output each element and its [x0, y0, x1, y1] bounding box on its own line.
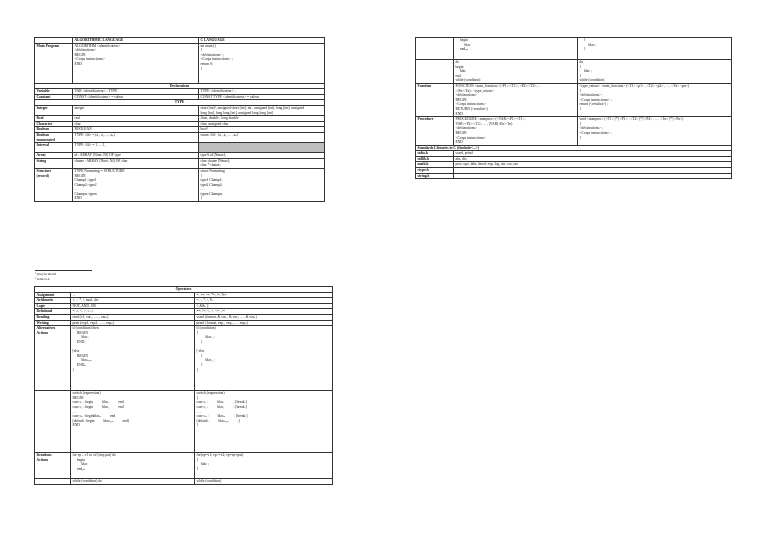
- struct-algo: TYPE Nomstring = STRUCTURE BEGIN Champ1: type1 Champ2: type2 . . . Champn: typen END: [73, 168, 199, 201]
- col-header-c: C LANGUAGE: [199, 38, 325, 44]
- row-label-interval: Interval: [35, 143, 73, 153]
- row-label-reading: Reading: [35, 314, 71, 320]
- boolean-c: bool²: [199, 127, 325, 133]
- while-label: [35, 479, 71, 485]
- row-label-relational: Relational: [35, 309, 71, 315]
- rel-c: ==, !=, <, >, <=, >=: [195, 309, 333, 315]
- variable-c: TYPE <identificateur> ;: [199, 89, 325, 95]
- constant-c: CONST TYPE <identificateur> = valeur: [199, 94, 325, 100]
- switch-algo: switch (expression) BEGIN case c₁ : begin blac₁ end case c₂ : begin blac₂ end . . . case cₙ : beginblacₙ end [default : begin blacₙₒₙ end] END: [71, 391, 195, 453]
- alt-c: if (condition) { blac₁ ; } [ else { blac₂ ; } ]: [195, 326, 333, 391]
- logic-algo: NOT, AND, OR: [71, 303, 195, 309]
- function-algo: FONCTION <nom_fonction> (<P1>:<T1>, <P2>:<T2>, ... ,<Pn>:Tn) : <type_retour> <déclarations> BEGIN <Corps instructions> RETURN (<resultat>) END: [454, 83, 578, 116]
- row-label-assignment: Assignment: [35, 292, 71, 298]
- lib-math-desc: pow, sqrt, fabs, fmod, exp, log, sin, cos, tan: [454, 162, 732, 168]
- string-c: char chaine [Nmax]; char * chaine;: [199, 158, 325, 168]
- lib-stdlib: stdlib.h: [416, 156, 454, 162]
- procedure-c: void <nomproc> (<T1> [*] <P1> , <T2> [*] <P2> , ... , <Tn> [*] <Pn>) { <déclarations> ; <Corps instructions> ; }: [578, 117, 732, 146]
- main-c: int main () { <déclarations> ; <Corps instructions> ; return 0; }: [199, 43, 325, 83]
- arith-algo: +, -, *, /, mod, div: [71, 298, 195, 304]
- lib-math: math.h: [416, 162, 454, 168]
- lib-stdio: stdio.h: [416, 151, 454, 157]
- write-algo: print (exp1, exp2, ......, expₙ): [71, 320, 195, 326]
- types-table: [34, 37, 325, 202]
- assign-c: =, +=, -=, *=, /=, %=: [195, 292, 333, 298]
- row-label-array: Array: [35, 153, 73, 159]
- main-algo: ALGORITHM <identificateur> <déclarations> BEGIN <Corps instructions> END: [73, 43, 199, 83]
- row-label-boolean: Boolean: [35, 127, 73, 133]
- function-c: <type_retour> <nom_fonction> (<T1> <p1> , <T2> <p2> , ... , <Tn> <pn>) { <déclarations> ; <Corps instructions> ; return (<resultat>) ; }: [578, 83, 732, 116]
- rel-algo: =, ≠, <, >, ≤, ≥: [71, 309, 195, 315]
- row-label-character: Character: [35, 121, 73, 127]
- read-c: scanf (format, & var₁, & var₂, ... , & varₙ): [195, 314, 333, 320]
- assign-algo: ←: [71, 292, 195, 298]
- character-c: char, unsigned char: [199, 121, 325, 127]
- read-algo: read (v1, var₂, ......, varₙ): [71, 314, 195, 320]
- row-label-procedure: Procedure: [416, 117, 454, 146]
- lib-string: string.h: [416, 173, 454, 179]
- row-label-enumerated: Boolean enumerated: [35, 132, 73, 142]
- integer-c: short [int]¹, unsigned short [int], int , unsigned [int], long [int], unsigned long [int], long long [int], unsigned long long [int]: [199, 105, 325, 115]
- row-label-iterations: Iterations Actions: [35, 453, 71, 479]
- row-label-arithmetic: Arithmetic: [35, 298, 71, 304]
- row-label-integer: Integer: [35, 105, 73, 115]
- row-label-constant: Constant: [35, 94, 73, 100]
- footnote-rule: [35, 270, 92, 271]
- write-c: printf (format, exp₁, exp₂, ... , expₙ): [195, 320, 333, 326]
- character-algo: char: [73, 121, 199, 127]
- row-label-logic: Logic: [35, 303, 71, 309]
- row-label-real: Real: [35, 116, 73, 122]
- functions-table: [415, 37, 732, 179]
- real-c: float, double , long double: [199, 116, 325, 122]
- while-c: while (condition): [195, 479, 333, 485]
- section-operators: Operators: [35, 287, 333, 293]
- footnote-1: ¹ [int] facultatif: [35, 272, 56, 276]
- row-label-writing: Writing: [35, 320, 71, 326]
- row-label-variable: Variable: [35, 89, 73, 95]
- array-algo: id : ARRAY [Ninit..Nf] OF type: [73, 153, 199, 159]
- constant-algo: CONST <identificateur> = valeur: [73, 94, 199, 100]
- alt-algo: if (condition) then BEGIN blac₁ END₁ [else BEGIN blacₙₒₙ ENDₙ ]: [71, 326, 195, 391]
- switch-label: [35, 391, 71, 453]
- array-c: typeA id [Nmax];: [199, 153, 325, 159]
- lib-stdio-desc: scanf, printf: [454, 151, 732, 157]
- do-c: do { blac ; } while (condition): [578, 60, 732, 84]
- boolean-algo: BOOLEAN: [73, 127, 199, 133]
- integer-algo: integer: [73, 105, 199, 115]
- lib-stdlib-desc: abs, div,: [454, 156, 732, 162]
- footnote-2: ² stdbool.h: [35, 277, 50, 281]
- section-declarations: Declarations: [35, 83, 325, 89]
- section-type: TYPE: [35, 100, 325, 106]
- interval-algo: TYPE <Id> = 1₁ ... 1₂: [73, 143, 199, 153]
- cont-c: { blac ; }: [578, 38, 732, 60]
- enum-algo: TYPE <Id> = (a₁, a₂, ..., aₙ): [73, 132, 199, 142]
- operators-table: [34, 286, 333, 485]
- cont-algo: begin blac endᵢₙₜ: [454, 38, 578, 60]
- libs-header: Standards Libraries in C (#include<...>): [416, 145, 732, 151]
- row-label-structure: Structure (record): [35, 168, 73, 201]
- string-algo: chaine : ARRAY [Ninit..Nf] OF char: [73, 158, 199, 168]
- row-label-alternatives: Alternatives Actions: [35, 326, 71, 391]
- arith-c: +, -, *, /, %: [195, 298, 333, 304]
- switch-c: switch (expression) { case c₁ : blac₁ ; [break;] case c₂ : blac₂ ; [break;] . . . case cₙ : blacₙ ; [break;] [default : blacₙₒₙ ;] }: [195, 391, 333, 453]
- do-algo: do begin blac end while (condition): [454, 60, 578, 84]
- real-algo: real: [73, 116, 199, 122]
- do-label: [416, 60, 454, 84]
- lib-ctype: ctype.h: [416, 168, 454, 174]
- enum-c: enum <Id> {a₁, a₂, ... , aₙ}: [199, 132, 325, 142]
- interval-c: [199, 143, 325, 153]
- row-label-function: Function: [416, 83, 454, 116]
- lib-string-desc: [454, 173, 732, 179]
- procedure-algo: PROCEDURE <nomproc> (<VAR><P1>:<T1>, VAR><P2>:<T2>, ... , [VAR]<Pn>:Tn) <déclarations> BEGIN <Corps instructions> END: [454, 117, 578, 146]
- cont-label: [416, 38, 454, 60]
- row-label-string: String: [35, 158, 73, 168]
- col-header-algorithmic: ALGORITHMIC LANGUAGE: [73, 38, 199, 44]
- iter-c: for(vp=v1; vp<=v2; vp=vp+pas) { blac ; }: [195, 453, 333, 479]
- struct-c: struct Nomstring { type1 Champ1; type2 Champ2; . . . typen Champn; }: [199, 168, 325, 201]
- iter-algo: for vp←v1 to v2 [step pas] do begin blac endᵢₙₜ: [71, 453, 195, 479]
- logic-c: !, &&, ||: [195, 303, 333, 309]
- while-algo: while (condition) do: [71, 479, 195, 485]
- row-label-main: Main Program: [35, 43, 73, 83]
- variable-algo: VAR <identificateur> : TYPE: [73, 89, 199, 95]
